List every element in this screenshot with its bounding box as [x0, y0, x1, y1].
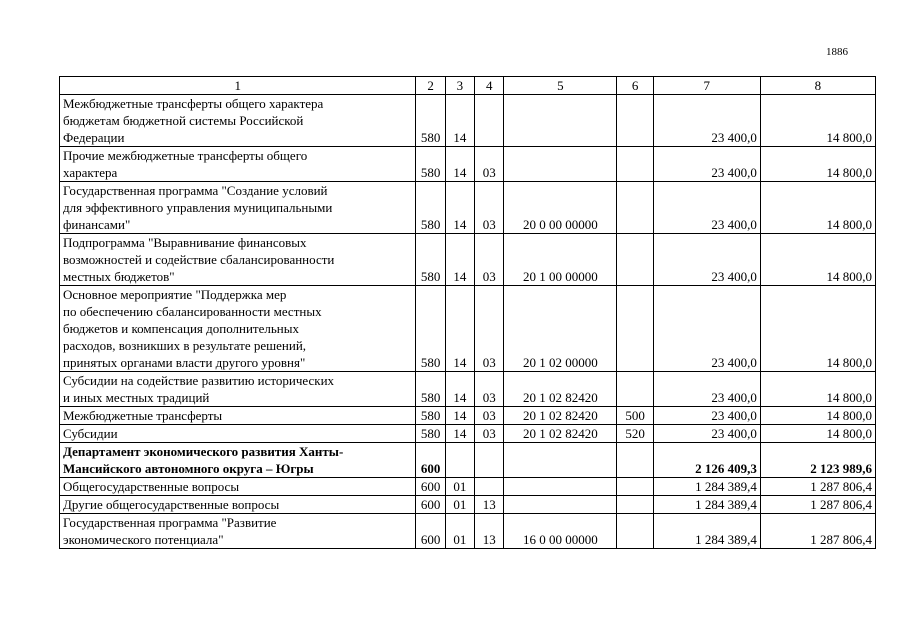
row-amount-cell: 1 284 389,4 [653, 514, 760, 549]
column-header: 3 [445, 77, 474, 95]
row-name-cell: Государственная программа "Развитие экономического потенциала" [60, 514, 416, 549]
row-amount-cell: 23 400,0 [653, 286, 760, 372]
row-expense-type-cell [617, 372, 653, 407]
row-subsection-cell: 03 [475, 372, 504, 407]
row-amount-cell: 23 400,0 [653, 182, 760, 234]
column-header: 6 [617, 77, 653, 95]
row-amount-cell: 14 800,0 [760, 286, 875, 372]
row-code-cell: 580 [416, 182, 445, 234]
table-row [60, 147, 876, 182]
row-amount-cell: 14 800,0 [760, 425, 875, 443]
row-amount-cell: 2 126 409,3 [653, 443, 760, 478]
row-name-cell: Общегосударственные вопросы [60, 478, 416, 496]
row-code-cell: 580 [416, 425, 445, 443]
row-subsection-cell [475, 478, 504, 496]
row-subsection-cell: 03 [475, 425, 504, 443]
row-section-cell: 14 [445, 147, 474, 182]
row-amount-cell: 23 400,0 [653, 234, 760, 286]
row-expense-type-cell [617, 478, 653, 496]
row-amount-cell: 1 287 806,4 [760, 514, 875, 549]
row-amount-cell: 2 123 989,6 [760, 443, 875, 478]
row-name-cell: Подпрограмма "Выравнивание финансовых возможностей и содействие сбалансированности местных бюджетов" [60, 234, 416, 286]
row-code-cell: 600 [416, 478, 445, 496]
table-row [60, 496, 876, 514]
row-code-cell: 580 [416, 147, 445, 182]
table-row [60, 372, 876, 407]
table-row [60, 407, 876, 425]
row-code-cell: 600 [416, 514, 445, 549]
row-amount-cell: 1 284 389,4 [653, 496, 760, 514]
row-expense-type-cell [617, 234, 653, 286]
column-header: 5 [504, 77, 617, 95]
row-subsection-cell: 13 [475, 514, 504, 549]
table-row [60, 95, 876, 147]
row-amount-cell: 14 800,0 [760, 95, 875, 147]
row-subsection-cell: 03 [475, 147, 504, 182]
row-amount-cell: 14 800,0 [760, 407, 875, 425]
table-row [60, 443, 876, 478]
row-subsection-cell: 03 [475, 286, 504, 372]
row-code-cell: 580 [416, 407, 445, 425]
row-target-article-cell: 20 1 02 82420 [504, 372, 617, 407]
row-target-article-cell: 20 0 00 00000 [504, 182, 617, 234]
row-section-cell: 01 [445, 496, 474, 514]
row-section-cell: 14 [445, 407, 474, 425]
row-subsection-cell: 03 [475, 407, 504, 425]
row-expense-type-cell: 500 [617, 407, 653, 425]
row-subsection-cell [475, 95, 504, 147]
row-code-cell: 600 [416, 496, 445, 514]
row-amount-cell: 14 800,0 [760, 234, 875, 286]
row-expense-type-cell [617, 286, 653, 372]
row-code-cell: 580 [416, 95, 445, 147]
budget-table [59, 76, 876, 549]
row-target-article-cell [504, 443, 617, 478]
row-subsection-cell: 03 [475, 234, 504, 286]
row-target-article-cell: 16 0 00 00000 [504, 514, 617, 549]
row-name-cell: Субсидии на содействие развитию исторических и иных местных традиций [60, 372, 416, 407]
row-target-article-cell: 20 1 02 00000 [504, 286, 617, 372]
row-code-cell: 580 [416, 286, 445, 372]
row-name-cell: Межбюджетные трансферты общего характера бюджетам бюджетной системы Российской Федерации [60, 95, 416, 147]
row-target-article-cell: 20 1 02 82420 [504, 425, 617, 443]
row-code-cell: 600 [416, 443, 445, 478]
row-expense-type-cell [617, 443, 653, 478]
row-amount-cell: 23 400,0 [653, 95, 760, 147]
row-target-article-cell [504, 95, 617, 147]
row-name-cell: Департамент экономического развития Ханты- Мансийского автономного округа – Югры [60, 443, 416, 478]
row-amount-cell: 1 287 806,4 [760, 496, 875, 514]
row-subsection-cell: 13 [475, 496, 504, 514]
table-row [60, 514, 876, 549]
row-section-cell: 01 [445, 478, 474, 496]
row-subsection-cell [475, 443, 504, 478]
row-amount-cell: 23 400,0 [653, 147, 760, 182]
row-target-article-cell: 20 1 00 00000 [504, 234, 617, 286]
row-section-cell: 14 [445, 182, 474, 234]
row-target-article-cell [504, 478, 617, 496]
row-target-article-cell: 20 1 02 82420 [504, 407, 617, 425]
row-amount-cell: 23 400,0 [653, 407, 760, 425]
row-expense-type-cell [617, 147, 653, 182]
table-row [60, 478, 876, 496]
column-header: 2 [416, 77, 445, 95]
row-section-cell [445, 443, 474, 478]
row-expense-type-cell: 520 [617, 425, 653, 443]
row-name-cell: Основное мероприятие "Поддержка мер по обеспечению сбалансированности местных бюджетов и компенсация дополнительных расходов, возникших в результате решений, принятых органами власти другого уровня" [60, 286, 416, 372]
row-name-cell: Межбюджетные трансферты [60, 407, 416, 425]
row-target-article-cell [504, 147, 617, 182]
row-amount-cell: 23 400,0 [653, 425, 760, 443]
row-subsection-cell: 03 [475, 182, 504, 234]
column-header: 1 [60, 77, 416, 95]
column-header: 8 [760, 77, 875, 95]
row-section-cell: 01 [445, 514, 474, 549]
row-expense-type-cell [617, 496, 653, 514]
row-section-cell: 14 [445, 286, 474, 372]
row-expense-type-cell [617, 95, 653, 147]
table-row [60, 234, 876, 286]
page-number: 1886 [826, 46, 848, 58]
row-amount-cell: 14 800,0 [760, 372, 875, 407]
row-amount-cell: 1 287 806,4 [760, 478, 875, 496]
row-code-cell: 580 [416, 372, 445, 407]
row-section-cell: 14 [445, 372, 474, 407]
row-name-cell: Субсидии [60, 425, 416, 443]
row-code-cell: 580 [416, 234, 445, 286]
row-section-cell: 14 [445, 425, 474, 443]
row-expense-type-cell [617, 514, 653, 549]
row-target-article-cell [504, 496, 617, 514]
table-row [60, 286, 876, 372]
row-amount-cell: 1 284 389,4 [653, 478, 760, 496]
table-row [60, 425, 876, 443]
row-name-cell: Государственная программа "Создание условий для эффективного управления муниципальными финансами" [60, 182, 416, 234]
row-name-cell: Другие общегосударственные вопросы [60, 496, 416, 514]
row-amount-cell: 14 800,0 [760, 182, 875, 234]
column-header: 4 [475, 77, 504, 95]
row-amount-cell: 23 400,0 [653, 372, 760, 407]
row-expense-type-cell [617, 182, 653, 234]
row-amount-cell: 14 800,0 [760, 147, 875, 182]
column-header: 7 [653, 77, 760, 95]
row-section-cell: 14 [445, 95, 474, 147]
table-row [60, 182, 876, 234]
table-header-row [60, 77, 876, 95]
row-name-cell: Прочие межбюджетные трансферты общего характера [60, 147, 416, 182]
row-section-cell: 14 [445, 234, 474, 286]
